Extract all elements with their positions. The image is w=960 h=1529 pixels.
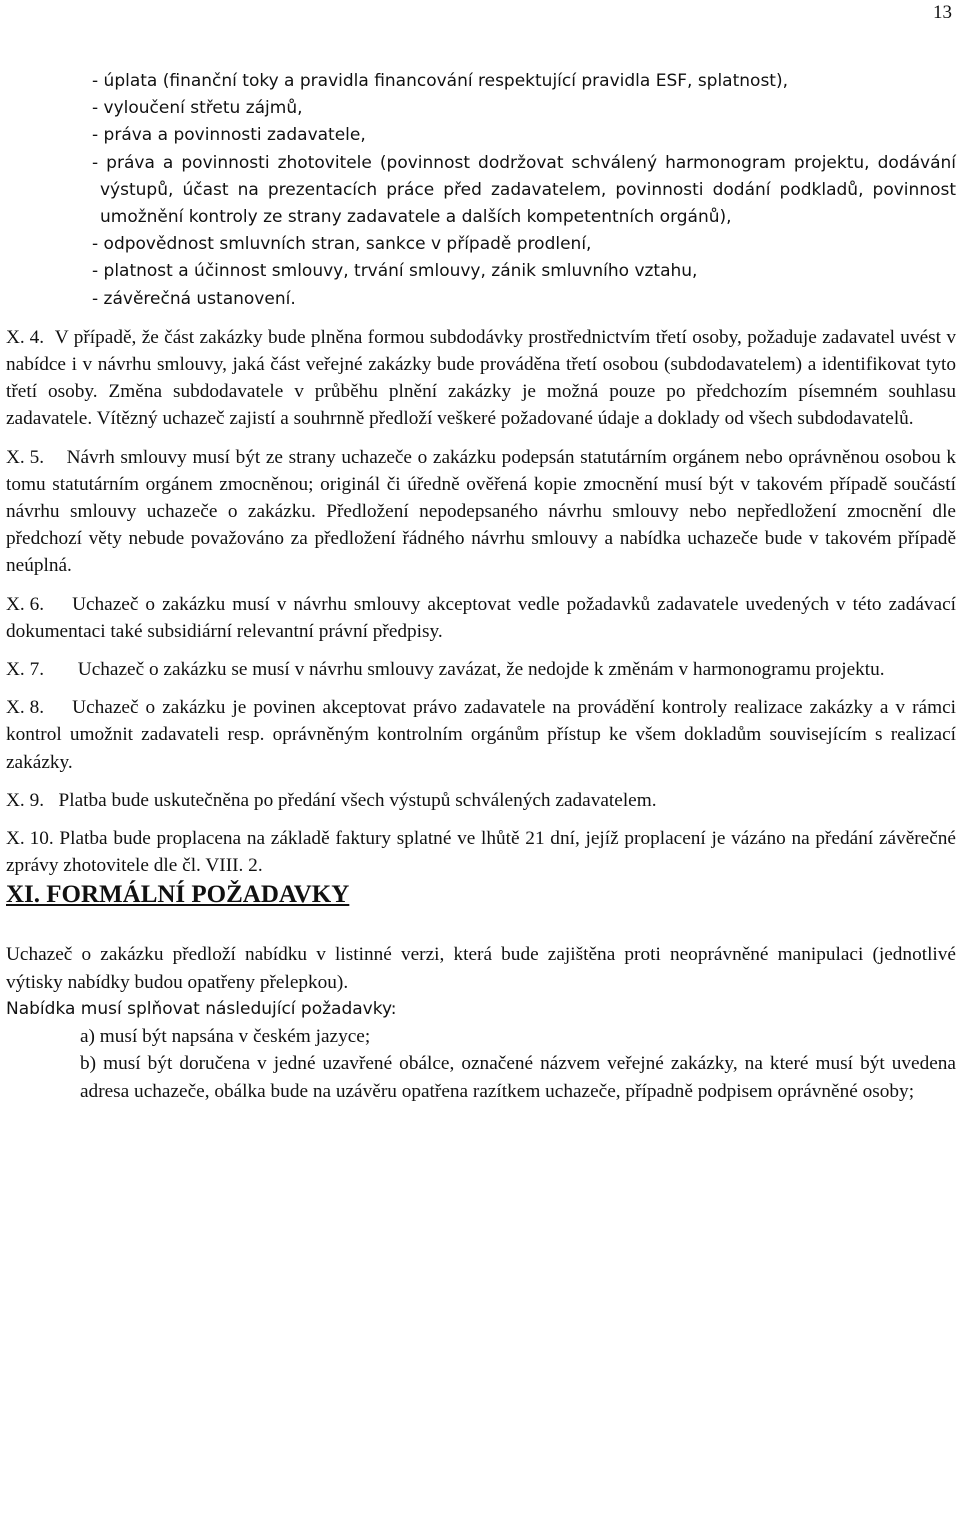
list-item: - závěrečná ustanovení. (92, 288, 296, 309)
requirements-list (6, 1023, 956, 1105)
paragraph-label: X. 4. (6, 326, 45, 348)
list-item: a) musí být napsána v českém jazyce; (80, 1026, 371, 1048)
paragraph-text: Platba bude proplacena na základě faktury splatné ve lhůtě 21 dní, jejíž proplacení je vázáno na předání závěrečné zprávy zhotovitele dle čl. VIII. 2. (6, 828, 956, 877)
section-intro: Uchazeč o zakázku předloží nabídku v listinné verzi, která bude zajištěna proti neoprávněné manipulaci (jednotlivé výtisky nabídky budou opatřeny přelepkou). (6, 944, 956, 993)
paragraph-label: X. 7. (6, 659, 45, 681)
paragraph-label: X. 9. (6, 789, 45, 811)
page-number: 13 (933, 2, 952, 23)
paragraph-text: V případě, že část zakázky bude plněna formou subdodávky prostřednictvím třetí osoby, požaduje zadavatel uvést v nabídce i v návrhu smlouvy, jaká část veřejné zakázky bude prováděna třetí osobou (subdodavatelem) a identifikovat tyto třetí osoby. Změna subdodavatele v průběhu plnění zakázky je možná pouze po předchozím písemném souhlasu zadavatele. Vítězný uchazeč zajistí a souhrnně předloží veškeré požadované údaje a doklady od všech subdodavatelů. (6, 326, 957, 430)
paragraph-x8 (6, 694, 956, 776)
paragraph-text: Platba bude uskutečněna po předání všech výstupů schválených zadavatelem. (58, 789, 657, 811)
paragraph-x5 (6, 444, 956, 580)
document-body (6, 68, 956, 1105)
paragraph-label: X. 8. (6, 697, 45, 719)
paragraph-label: X. 10. (6, 828, 54, 850)
paragraph-x7 (6, 656, 956, 683)
paragraph-text: Uchazeč o zakázku musí v návrhu smlouvy akceptovat vedle požadavků zadavatele uvedených v této zadávací dokumentaci také subsidiární relevantní právní předpisy. (6, 593, 957, 642)
paragraph-x10 (6, 825, 956, 879)
paragraph-label: X. 6. (6, 593, 45, 615)
paragraph-text: Uchazeč o zakázku je povinen akceptovat právo zadavatele na provádění kontroly realizace zakázky a v rámci kontrol umožnit zadavateli resp. oprávněným kontrolním orgánům přístup ke všem dokladům souvisejícím s realizací zakázky. (6, 697, 956, 773)
list-item: - práva a povinnosti zadavatele, (92, 125, 366, 146)
list-item: - platnost a účinnost smlouvy, trvání smlouvy, zánik smluvního vztahu, (92, 261, 698, 282)
list-item: - úplata (finanční toky a pravidla financování respektující pravidla ESF, splatnost), (92, 71, 789, 91)
paragraph-text: Uchazeč o zakázku se musí v návrhu smlouvy zavázat, že nedojde k změnám v harmonogramu projektu. (77, 659, 885, 681)
contract-terms-list (6, 68, 956, 313)
list-item: - vyloučení střetu zájmů, (92, 98, 303, 119)
section-lead: Nabídka musí splňovat následující požadavky: (6, 998, 397, 1019)
paragraph-x6 (6, 591, 956, 645)
paragraph-x9 (6, 787, 956, 814)
section-heading: XI. FORMÁLNÍ POŽADAVKY (6, 881, 350, 909)
list-item: b) musí být doručena v jedné uzavřené obálce, označené názvem veřejné zakázky, na které musí být uvedena adresa uchazeče, obálka bude na uzávěru opatřena razítkem uchazeče, případně podpisem oprávněné osoby; (80, 1053, 956, 1102)
paragraph-x4 (6, 324, 956, 433)
list-item: - práva a povinnosti zhotovitele (povinnost dodržovat schválený harmonogram projektu, dodávání výstupů, účast na prezentacích práce před zadavatelem, povinnosti dodání podkladů, povinnost umožnění kontroly ze strany zadavatele a dalších kompetentních orgánů), (92, 152, 956, 228)
paragraph-text: Návrh smlouvy musí být ze strany uchazeče o zakázku podepsán statutárním orgánem nebo oprávněnou osobou k tomu statutárním orgánem zmocněnou; originál či úředně ověřená kopie zmocnění musí být v takovém případě součástí návrhu smlouvy uchazeče o zakázku. Předložení nepodepsaného návrhu smlouvy nebo nepředložení zmocnění dle předchozí věty nebude považováno za předložení řádného návrhu smlouvy a nabídka uchazeče bude v takovém případě neúplná. (6, 446, 957, 577)
list-item: - odpovědnost smluvních stran, sankce v případě prodlení, (92, 234, 592, 255)
paragraph-label: X. 5. (6, 446, 45, 468)
